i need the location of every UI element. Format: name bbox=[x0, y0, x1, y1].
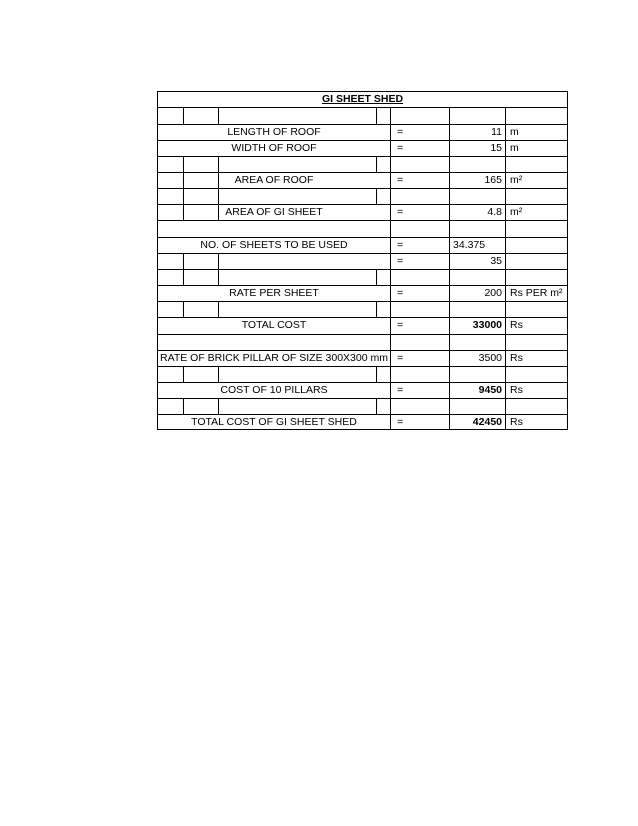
col-stub bbox=[218, 366, 219, 382]
area-of-roof-value: 165 bbox=[484, 174, 502, 186]
col-stub bbox=[376, 301, 377, 317]
sheets-rounded-value: 35 bbox=[490, 255, 502, 267]
col-stub bbox=[183, 301, 184, 317]
col-stub bbox=[376, 188, 377, 204]
total-cost-shed-unit: Rs bbox=[510, 416, 523, 428]
row-rule bbox=[157, 334, 568, 335]
col-stub bbox=[376, 366, 377, 382]
area-of-roof-equals: = bbox=[397, 174, 404, 186]
no-of-sheets-label: NO. OF SHEETS TO BE USED bbox=[200, 239, 348, 251]
col-stub bbox=[218, 107, 219, 124]
col-stub bbox=[183, 366, 184, 382]
col-stub bbox=[218, 301, 219, 317]
width-of-roof-unit: m bbox=[510, 142, 519, 154]
rate-per-sheet-label: RATE PER SHEET bbox=[229, 287, 319, 299]
rate-brick-pillar-label: RATE OF BRICK PILLAR OF SIZE 300X300 mm bbox=[160, 352, 388, 364]
gi-sheet-shed-table bbox=[157, 91, 568, 430]
area-of-gi-sheet-value: 4.8 bbox=[487, 206, 502, 218]
total-cost-value: 33000 bbox=[472, 319, 502, 331]
length-of-roof-value: 11 bbox=[491, 126, 502, 138]
length-of-roof-equals: = bbox=[397, 126, 404, 138]
row-rule bbox=[157, 220, 568, 221]
width-of-roof-equals: = bbox=[397, 142, 404, 154]
col-rule bbox=[505, 107, 506, 430]
col-stub bbox=[218, 398, 219, 414]
total-cost-shed-label: TOTAL COST OF GI SHEET SHED bbox=[191, 416, 357, 428]
col-stub bbox=[183, 398, 184, 414]
sheet-title: GI SHEET SHED bbox=[321, 93, 404, 105]
col-stub bbox=[183, 253, 184, 285]
cost-10-pillars-label: COST OF 10 PILLARS bbox=[220, 384, 328, 396]
rate-per-sheet-equals: = bbox=[397, 287, 404, 299]
col-stub bbox=[376, 156, 377, 172]
cost-10-pillars-value: 9450 bbox=[478, 384, 502, 396]
total-cost-shed-value: 42450 bbox=[472, 416, 502, 428]
table-border-right bbox=[567, 91, 568, 430]
width-of-roof-value: 15 bbox=[490, 142, 502, 154]
col-stub bbox=[376, 269, 377, 285]
no-of-sheets-value: 34.375 bbox=[453, 239, 486, 251]
rate-per-sheet-unit: Rs PER m² bbox=[510, 287, 563, 299]
col-stub bbox=[183, 107, 184, 124]
cost-10-pillars-equals: = bbox=[397, 384, 404, 396]
area-of-roof-unit: m² bbox=[510, 174, 523, 186]
cost-10-pillars-unit: Rs bbox=[510, 384, 523, 396]
area-of-gi-sheet-unit: m² bbox=[510, 206, 523, 218]
length-of-roof-label: LENGTH OF ROOF bbox=[227, 126, 321, 138]
total-cost-label: TOTAL COST bbox=[241, 319, 307, 331]
col-stub bbox=[376, 398, 377, 414]
area-of-gi-sheet-label: AREA OF GI SHEET bbox=[225, 206, 323, 218]
no-of-sheets-equals: = bbox=[397, 239, 404, 251]
no-of-sheets-unit bbox=[510, 237, 566, 253]
area-of-roof-label: AREA OF ROOF bbox=[234, 174, 314, 186]
col-rule bbox=[390, 107, 391, 430]
rate-brick-pillar-value: 3500 bbox=[478, 352, 502, 364]
col-stub bbox=[376, 107, 377, 124]
total-cost-equals: = bbox=[397, 319, 404, 331]
rate-brick-pillar-equals: = bbox=[397, 352, 404, 364]
length-of-roof-unit: m bbox=[510, 126, 519, 138]
rate-per-sheet-value: 200 bbox=[484, 287, 502, 299]
rate-brick-pillar-unit: Rs bbox=[510, 352, 523, 364]
col-stub bbox=[218, 253, 219, 285]
area-of-gi-sheet-equals: = bbox=[397, 206, 404, 218]
sheets-rounded-equals: = bbox=[397, 255, 404, 267]
total-cost-shed-equals: = bbox=[397, 416, 404, 428]
width-of-roof-label: WIDTH OF ROOF bbox=[231, 142, 317, 154]
total-cost-unit: Rs bbox=[510, 319, 523, 331]
